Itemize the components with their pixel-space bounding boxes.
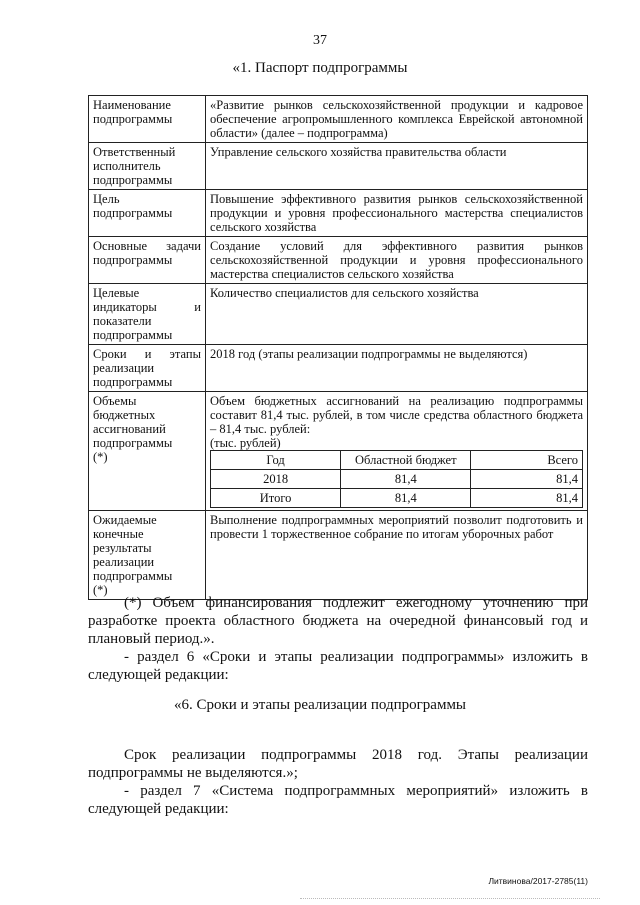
passport-row — [89, 284, 588, 345]
passport-label-cell — [89, 190, 206, 237]
budget-cell: 2018 — [211, 470, 341, 489]
passport-label-cell — [89, 392, 206, 511]
page-number: 37 — [313, 33, 327, 48]
passport-value-cell: «Развитие рынков сельскохозяйственной продукции и кадровое обеспечение агропромышленного комплекса Еврейской автономной области» (далее – подпрограмма) — [206, 96, 588, 143]
passport-value-cell: Количество специалистов для сельского хозяйства — [206, 284, 588, 345]
passport-label-line: подпрограммы — [93, 375, 173, 389]
passport-row-budget — [89, 392, 588, 511]
passport-label-line: подпрограммы — [93, 206, 173, 220]
passport-label-line: подпрограммы — [93, 112, 173, 126]
budget-cell: Итого — [211, 489, 341, 508]
passport-label-line: конечные — [93, 527, 144, 541]
footer-divider — [300, 898, 600, 899]
passport-label-line: подпрограммы — [93, 328, 173, 342]
passport-row — [89, 190, 588, 237]
budget-header-cell: Год — [211, 451, 341, 470]
passport-row — [89, 237, 588, 284]
passport-label-line: реализации — [93, 361, 155, 375]
budget-cell: 81,4 — [341, 470, 471, 489]
passport-label-line: показатели — [93, 314, 152, 328]
passport-label-line: бюджетных — [93, 408, 156, 422]
financing-note: (*) Объем финансирования подлежит ежегодному уточнению при разработке проекта областного бюджета на очередной финансовый год и плановый период.». — [88, 595, 588, 647]
passport-row — [89, 345, 588, 392]
section6-instruction: - раздел 6 «Сроки и этапы реализации подпрограммы» изложить в следующей редакции: — [88, 649, 588, 683]
budget-header-cell: Областной бюджет — [341, 451, 471, 470]
passport-label-line: Цель — [93, 192, 120, 206]
budget-table — [210, 450, 583, 508]
passport-label-line: подпрограммы — [93, 173, 173, 187]
passport-label-cell — [89, 284, 206, 345]
passport-table — [88, 95, 588, 600]
passport-label-line: подпрограммы — [93, 253, 173, 267]
document-code: Литвинова/2017-2785(11) — [488, 876, 588, 886]
passport-value-cell: Создание условий для эффективного развития рынков сельскохозяйственной продукции и уровня профессионального мастерства специалистов сельского хозяйства — [206, 237, 588, 284]
budget-header-cell: Всего — [471, 451, 583, 470]
passport-label-cell — [89, 237, 206, 284]
budget-cell: 81,4 — [471, 470, 583, 489]
passport-label-line: подпрограммы — [93, 569, 173, 583]
passport-label-cell — [89, 96, 206, 143]
section6-heading: «6. Сроки и этапы реализации подпрограммы — [173, 697, 467, 713]
passport-label-line: исполнитель — [93, 159, 161, 173]
passport-value-cell — [206, 392, 588, 511]
passport-label-line: Объемы — [93, 394, 137, 408]
passport-row — [89, 143, 588, 190]
term-paragraph: Срок реализации подпрограммы 2018 год. Этапы реализации подпрограммы не выделяются.»; — [88, 747, 588, 781]
passport-value-cell: 2018 год (этапы реализации подпрограммы не выделяются) — [206, 345, 588, 392]
passport-label-line: индикаторы и — [93, 300, 201, 314]
passport-label-line: ассигнований — [93, 422, 166, 436]
budget-header-row — [211, 451, 583, 470]
passport-value-cell: Повышение эффективного развития рынков сельскохозяйственной продукции и уровня профессионального мастерства специалистов сельского хозяйства — [206, 190, 588, 237]
passport-value-cell: Управление сельского хозяйства правительства области — [206, 143, 588, 190]
passport-label-line: Наименование — [93, 98, 171, 112]
budget-data-row — [211, 489, 583, 508]
passport-row-results — [89, 511, 588, 600]
passport-label-line: (*) — [93, 450, 108, 464]
passport-label-line: Ожидаемые — [93, 513, 157, 527]
passport-title: «1. Паспорт подпрограммы — [232, 60, 408, 76]
budget-text: Объем бюджетных ассигнований на реализацию подпрограммы составит 81,4 тыс. рублей, в том числе средства областного бюджета – 81,4 тыс. рублей: — [210, 394, 583, 436]
budget-data-row — [211, 470, 583, 489]
passport-label-cell — [89, 511, 206, 600]
passport-label-line: (*) — [93, 583, 108, 597]
passport-value-cell: Выполнение подпрограммных мероприятий позволит подготовить и провести 1 торжественное собрание по итогам уборочных работ — [206, 511, 588, 600]
budget-cell: 81,4 — [471, 489, 583, 508]
passport-label-line: Сроки и этапы — [93, 347, 201, 361]
budget-cell: 81,4 — [341, 489, 471, 508]
passport-label-line: подпрограммы — [93, 436, 173, 450]
passport-label-line: Целевые — [93, 286, 140, 300]
passport-label-line: реализации — [93, 555, 155, 569]
passport-label-cell — [89, 345, 206, 392]
passport-label-line: Ответственный — [93, 145, 176, 159]
passport-label-cell — [89, 143, 206, 190]
budget-units: (тыс. рублей) — [210, 436, 281, 450]
passport-row — [89, 96, 588, 143]
section7-instruction: - раздел 7 «Система подпрограммных мероприятий» изложить в следующей редакции: — [88, 783, 588, 817]
passport-label-line: результаты — [93, 541, 152, 555]
passport-label-line: Основные задачи — [93, 239, 201, 253]
